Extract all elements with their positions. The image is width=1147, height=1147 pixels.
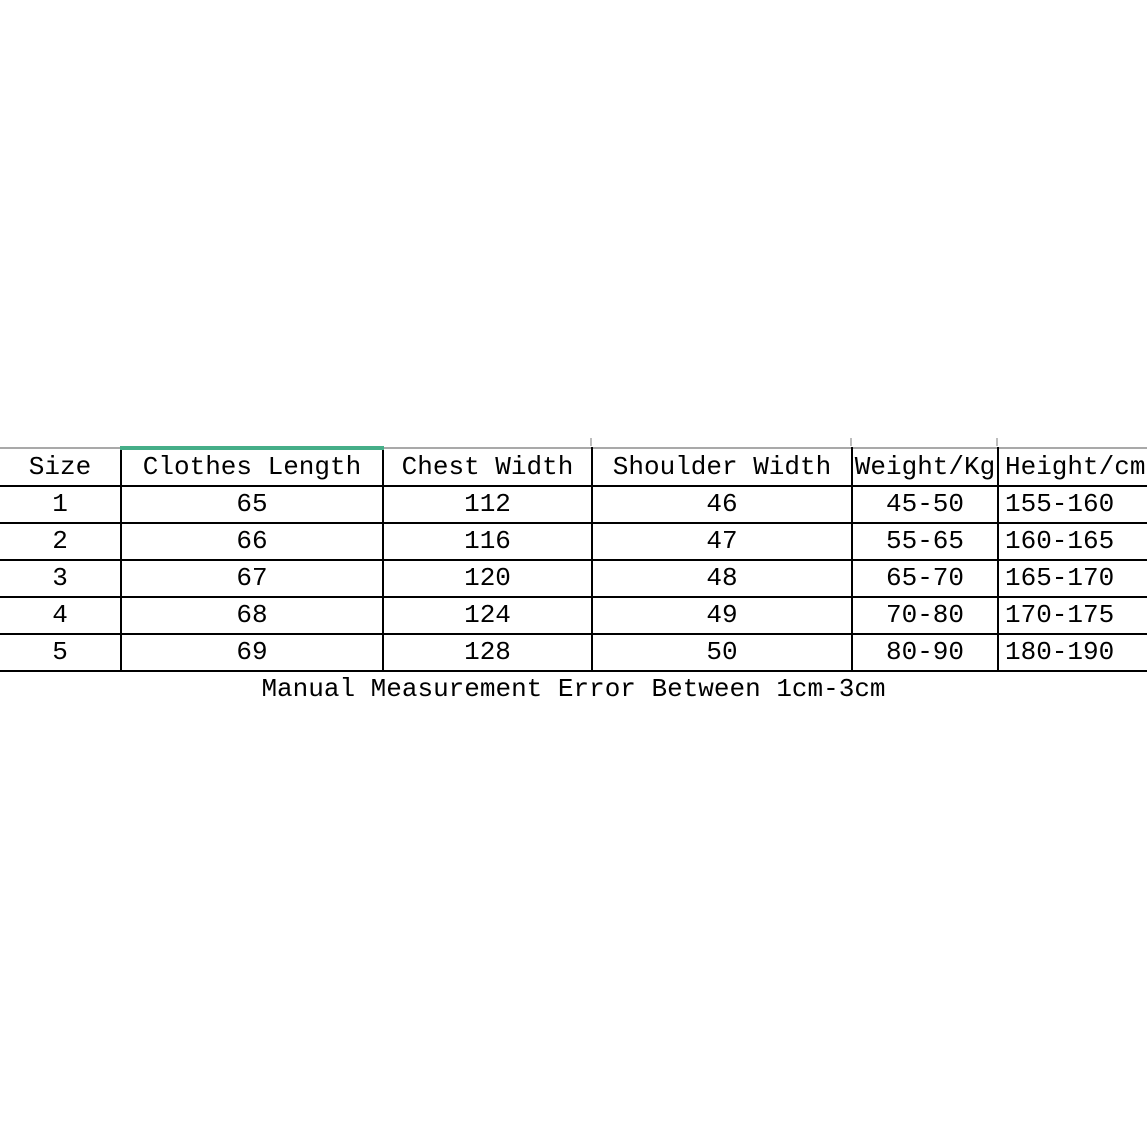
table-cell-weight: 55-65 [852, 523, 998, 560]
table-cell-chest-width: 128 [383, 634, 592, 671]
table-cell-height: 180-190 [998, 634, 1147, 671]
table-cell-shoulder-width: 46 [592, 486, 852, 523]
table-cell-size: 4 [0, 597, 121, 634]
table-cell-size: 5 [0, 634, 121, 671]
table-cell-shoulder-width: 50 [592, 634, 852, 671]
table-cell-size: 1 [0, 486, 121, 523]
table-cell-shoulder-width: 48 [592, 560, 852, 597]
header-row [0, 448, 1147, 486]
table-cell-height: 160-165 [998, 523, 1147, 560]
table-cell-shoulder-width: 49 [592, 597, 852, 634]
gridline-stub [850, 438, 852, 446]
table-cell-size: 2 [0, 523, 121, 560]
table-cell-weight: 45-50 [852, 486, 998, 523]
size-chart-table [0, 446, 1147, 672]
header-cell-size: Size [0, 448, 121, 486]
table-cell-clothes-length: 69 [121, 634, 383, 671]
header-cell-clothes-length: Clothes Length [121, 448, 383, 486]
table-row [0, 486, 1147, 523]
table-cell-height: 165-170 [998, 560, 1147, 597]
table-cell-weight: 65-70 [852, 560, 998, 597]
table-cell-clothes-length: 65 [121, 486, 383, 523]
table-cell-chest-width: 120 [383, 560, 592, 597]
table-cell-chest-width: 124 [383, 597, 592, 634]
header-cell-shoulder-width: Shoulder Width [592, 448, 852, 486]
table-row [0, 560, 1147, 597]
table-row [0, 597, 1147, 634]
table-cell-clothes-length: 68 [121, 597, 383, 634]
table-cell-chest-width: 116 [383, 523, 592, 560]
table-cell-weight: 80-90 [852, 634, 998, 671]
gridline-stub [996, 438, 998, 446]
table-row [0, 634, 1147, 671]
table-cell-size: 3 [0, 560, 121, 597]
table-cell-clothes-length: 66 [121, 523, 383, 560]
table-cell-chest-width: 112 [383, 486, 592, 523]
header-cell-height: Height/cm [998, 448, 1147, 486]
table-row [0, 523, 1147, 560]
table-cell-height: 155-160 [998, 486, 1147, 523]
header-cell-chest-width: Chest Width [383, 448, 592, 486]
table-cell-shoulder-width: 47 [592, 523, 852, 560]
measurement-note: Manual Measurement Error Between 1cm-3cm [261, 674, 886, 704]
gridline-stub [590, 438, 592, 446]
table-cell-clothes-length: 67 [121, 560, 383, 597]
header-cell-weight: Weight/Kg [852, 448, 998, 486]
table-cell-height: 170-175 [998, 597, 1147, 634]
table-cell-weight: 70-80 [852, 597, 998, 634]
